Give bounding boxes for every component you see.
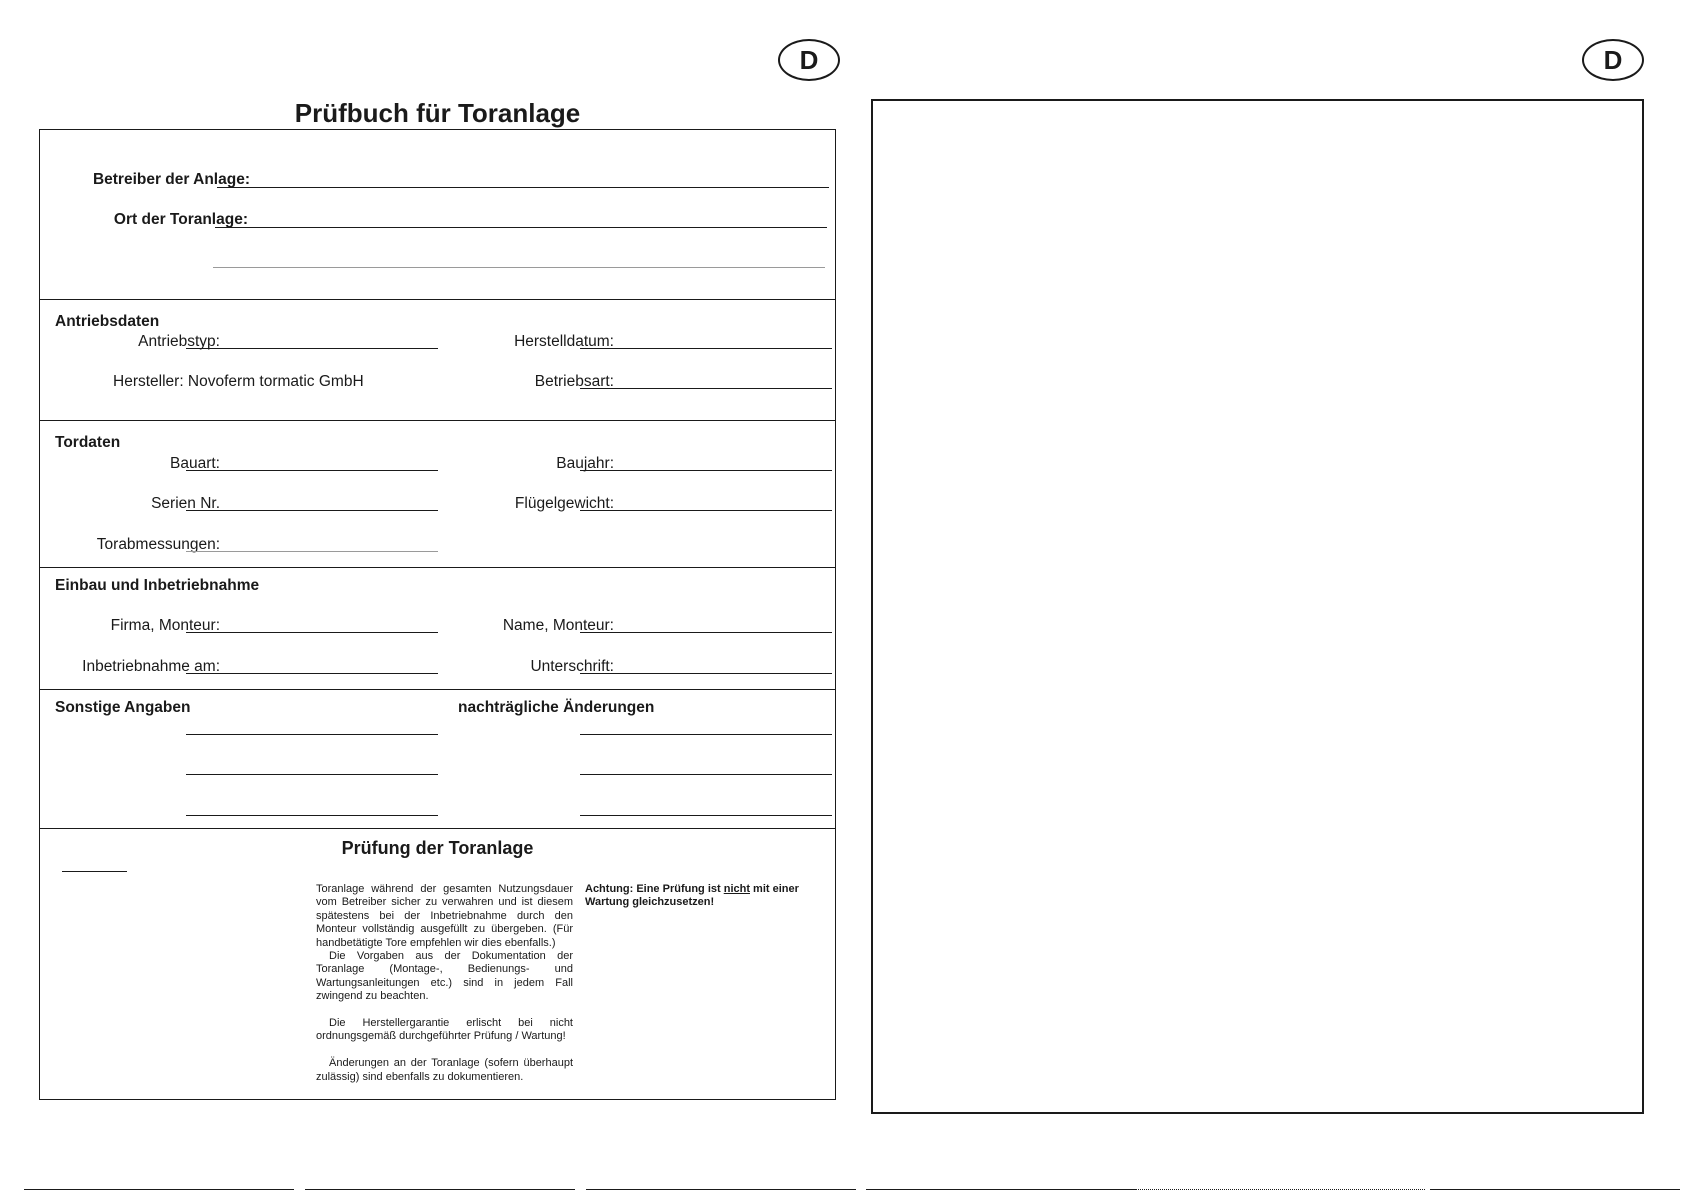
section-divider xyxy=(40,689,835,690)
antriebstyp-field[interactable] xyxy=(186,348,438,349)
pruefung-heading: Prüfung der Toranlage xyxy=(341,838,534,858)
fluegelgewicht-field[interactable] xyxy=(580,510,832,511)
herstelldatum-label: Herstelldatum: xyxy=(514,333,614,350)
antriebsdaten-heading: Antriebsdaten xyxy=(55,313,160,330)
unterschrift-field[interactable] xyxy=(580,673,832,674)
pruefung-warning xyxy=(585,883,820,910)
footer-rule xyxy=(305,1189,575,1190)
baujahr-field[interactable] xyxy=(580,470,832,471)
name-monteur-field[interactable] xyxy=(580,632,832,633)
baujahr-label: Baujahr: xyxy=(556,455,614,472)
warning-text-post: mit einer Wartung gleichzusetzen! xyxy=(585,883,799,909)
serien-label: Serien Nr. xyxy=(151,495,220,512)
ort-field-line2[interactable] xyxy=(213,267,825,268)
page-title: Prüfbuch für Toranlage xyxy=(294,98,581,128)
section-divider xyxy=(40,299,835,300)
pruefung-para-1: Toranlage während der gesamten Nutzungsdauer vom Betreiber sicher zu verwahren und ist diesem spätestens bei der Inbetriebnahme durch den Monteur vollständig ausgefüllt zu übergeben. (Für handbetätigte Tore empfehlen wir dies ebenfalls.) xyxy=(316,883,573,949)
antriebstyp-label: Antriebstyp: xyxy=(138,333,220,350)
language-badge-left: D xyxy=(778,39,840,81)
sonstige-field-2[interactable] xyxy=(186,774,438,775)
footer-rule xyxy=(586,1189,856,1190)
language-badge-right: D xyxy=(1582,39,1644,81)
empty-frame xyxy=(871,99,1644,1114)
inbetriebnahme-field[interactable] xyxy=(186,673,438,674)
footer-rule xyxy=(24,1189,294,1190)
firma-field[interactable] xyxy=(186,632,438,633)
section-divider xyxy=(40,828,835,829)
torabmessungen-field[interactable] xyxy=(186,551,438,552)
unterschrift-label: Unterschrift: xyxy=(530,658,614,675)
bauart-field[interactable] xyxy=(186,470,438,471)
section-divider xyxy=(40,420,835,421)
aenderungen-field-3[interactable] xyxy=(580,815,832,816)
ort-field[interactable] xyxy=(215,227,827,228)
hersteller-label: Hersteller: Novoferm tormatic GmbH xyxy=(113,373,364,390)
sonstige-heading: Sonstige Angaben xyxy=(55,699,191,716)
fluegelgewicht-label: Flügelgewicht: xyxy=(514,495,614,512)
sonstige-field-3[interactable] xyxy=(186,815,438,816)
ort-label: Ort der Toranlage: xyxy=(113,211,248,228)
serien-field[interactable] xyxy=(186,510,438,511)
bauart-label: Bauart: xyxy=(170,455,220,472)
pruefung-text xyxy=(316,883,573,1084)
sonstige-field-1[interactable] xyxy=(186,734,438,735)
aenderungen-heading: nachträgliche Änderungen xyxy=(458,699,655,716)
footer-rule xyxy=(1135,1189,1425,1190)
warning-text-emph: nicht xyxy=(723,883,750,895)
tordaten-heading: Tordaten xyxy=(55,434,121,451)
torabmessungen-label: Torabmessungen: xyxy=(96,536,220,553)
aenderungen-field-1[interactable] xyxy=(580,734,832,735)
short-rule xyxy=(62,871,127,872)
footer-rule xyxy=(1430,1189,1680,1190)
section-divider xyxy=(40,567,835,568)
betriebsart-field[interactable] xyxy=(580,388,832,389)
betriebsart-label: Betriebsart: xyxy=(534,373,614,390)
footer-rule xyxy=(866,1189,1136,1190)
name-monteur-label: Name, Monteur: xyxy=(502,617,614,634)
warning-text-pre: Achtung: Eine Prüfung ist xyxy=(585,883,724,895)
pruefung-para-4: Änderungen an der Toranlage (sofern überhaupt zulässig) sind ebenfalls zu dokumentieren. xyxy=(316,1057,573,1083)
inspection-form xyxy=(39,129,836,1100)
aenderungen-field-2[interactable] xyxy=(580,774,832,775)
betreiber-label: Betreiber der Anlage: xyxy=(92,171,250,188)
firma-label: Firma, Monteur: xyxy=(110,617,220,634)
betreiber-field[interactable] xyxy=(217,187,829,188)
inbetriebnahme-label: Inbetriebnahme am: xyxy=(82,658,220,675)
einbau-heading: Einbau und Inbetriebnahme xyxy=(55,577,260,594)
pruefung-para-3: Die Herstellergarantie erlischt bei nicht ordnungsgemäß durchgeführter Prüfung / Wartung! xyxy=(316,1017,573,1043)
pruefung-para-2: Die Vorgaben aus der Dokumentation der Toranlage (Montage-, Bedienungs- und Wartungsanleitungen etc.) sind in jedem Fall zwingend zu beachten. xyxy=(316,950,573,1003)
herstelldatum-field[interactable] xyxy=(580,348,832,349)
